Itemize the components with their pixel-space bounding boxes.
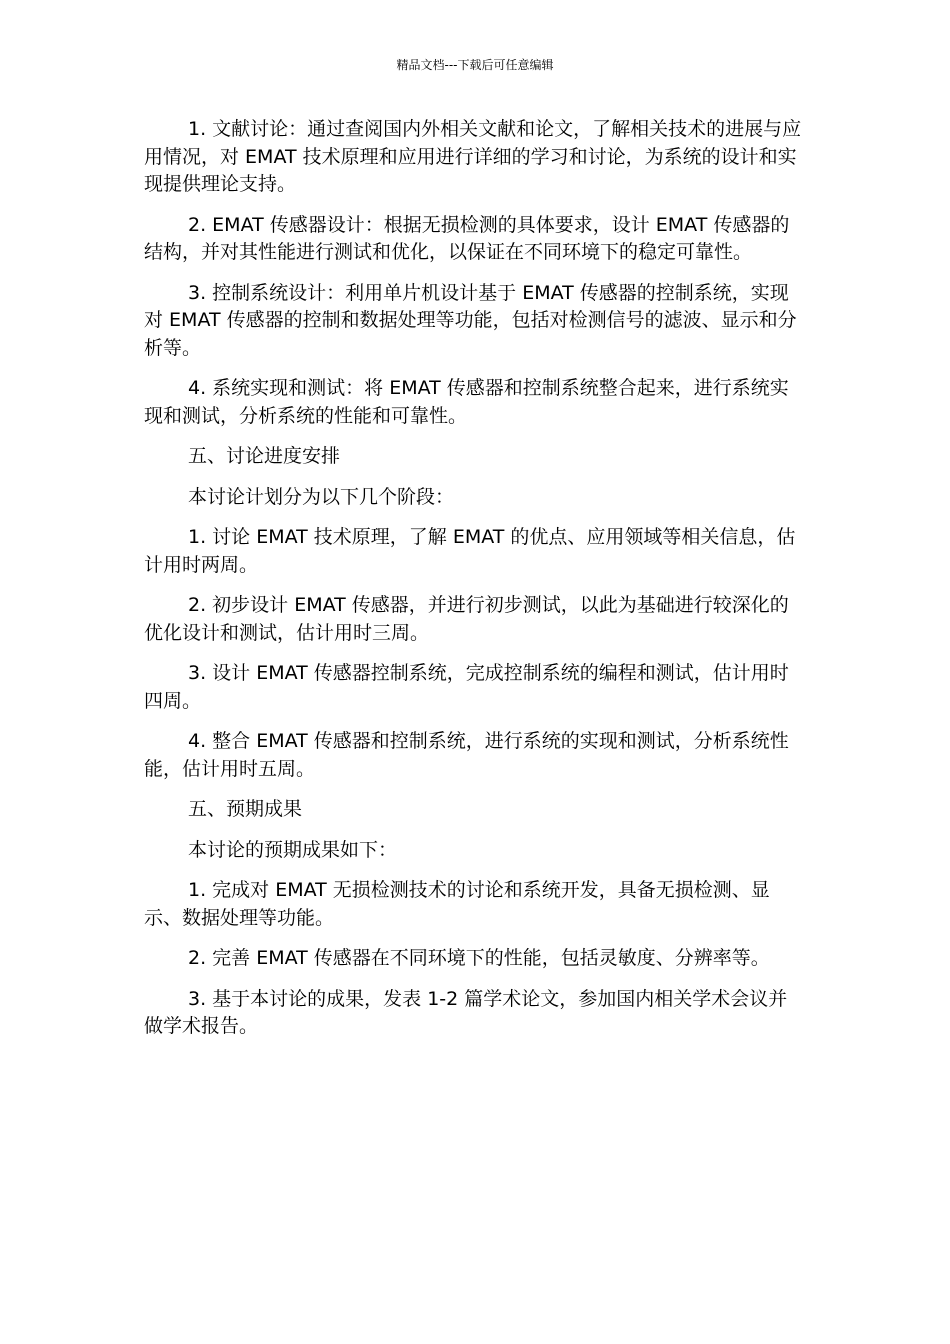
paragraph-schedule-intro: 本讨论计划分为以下几个阶段： (188, 485, 455, 508)
paragraph-method-sensor-design: 2. EMAT 传感器设计：根据无损检测的具体要求，设计 EMAT 传感器的结构，并对其性能进行测试和优化，以保证在不同环境下的稳定可靠性。 (144, 213, 790, 263)
page-header: 精品文档---下载后可任意编辑 (396, 58, 554, 72)
section-heading-schedule: 五、讨论进度安排 (188, 445, 341, 467)
paragraph-schedule-stage-4: 4. 整合 EMAT 传感器和控制系统，进行系统的实现和测试，分析系统性能，估计用时五周。 (144, 730, 789, 780)
paragraph-schedule-stage-3: 3. 设计 EMAT 传感器控制系统，完成控制系统的编程和测试，估计用时四周。 (144, 662, 789, 712)
paragraph-outcome-1: 1. 完成对 EMAT 无损检测技术的讨论和系统开发，具备无损检测、显示、数据处理等功能。 (144, 879, 770, 929)
paragraph-method-literature: 1. 文献讨论：通过查阅国内外相关文献和论文，了解相关技术的进展与应用情况，对 EMAT 技术原理和应用进行详细的学习和讨论，为系统的设计和实现提供理论支持。 (144, 118, 802, 195)
section-heading-outcomes: 五、预期成果 (188, 798, 303, 820)
paragraph-schedule-stage-1: 1. 讨论 EMAT 技术原理，了解 EMAT 的优点、应用领域等相关信息，估计用时两周。 (144, 526, 796, 576)
paragraph-outcome-3: 3. 基于本讨论的成果，发表 1-2 篇学术论文，参加国内相关学术会议并做学术报告。 (144, 987, 788, 1037)
paragraph-outcomes-intro: 本讨论的预期成果如下： (188, 838, 398, 861)
paragraph-method-implementation: 4. 系统实现和测试：将 EMAT 传感器和控制系统整合起来，进行系统实现和测试，分析系统的性能和可靠性。 (144, 377, 789, 427)
paragraph-outcome-2: 2. 完善 EMAT 传感器在不同环境下的性能，包括灵敏度、分辨率等。 (188, 947, 770, 969)
document-body (144, 116, 806, 1054)
paragraph-method-control-design: 3. 控制系统设计：利用单片机设计基于 EMAT 传感器的控制系统，实现对 EMAT 传感器的控制和数据处理等功能，包括对检测信号的滤波、显示和分析等。 (144, 281, 797, 359)
paragraph-schedule-stage-2: 2. 初步设计 EMAT 传感器，并进行初步测试，以此为基础进行较深化的优化设计和测试，估计用时三周。 (144, 594, 789, 644)
